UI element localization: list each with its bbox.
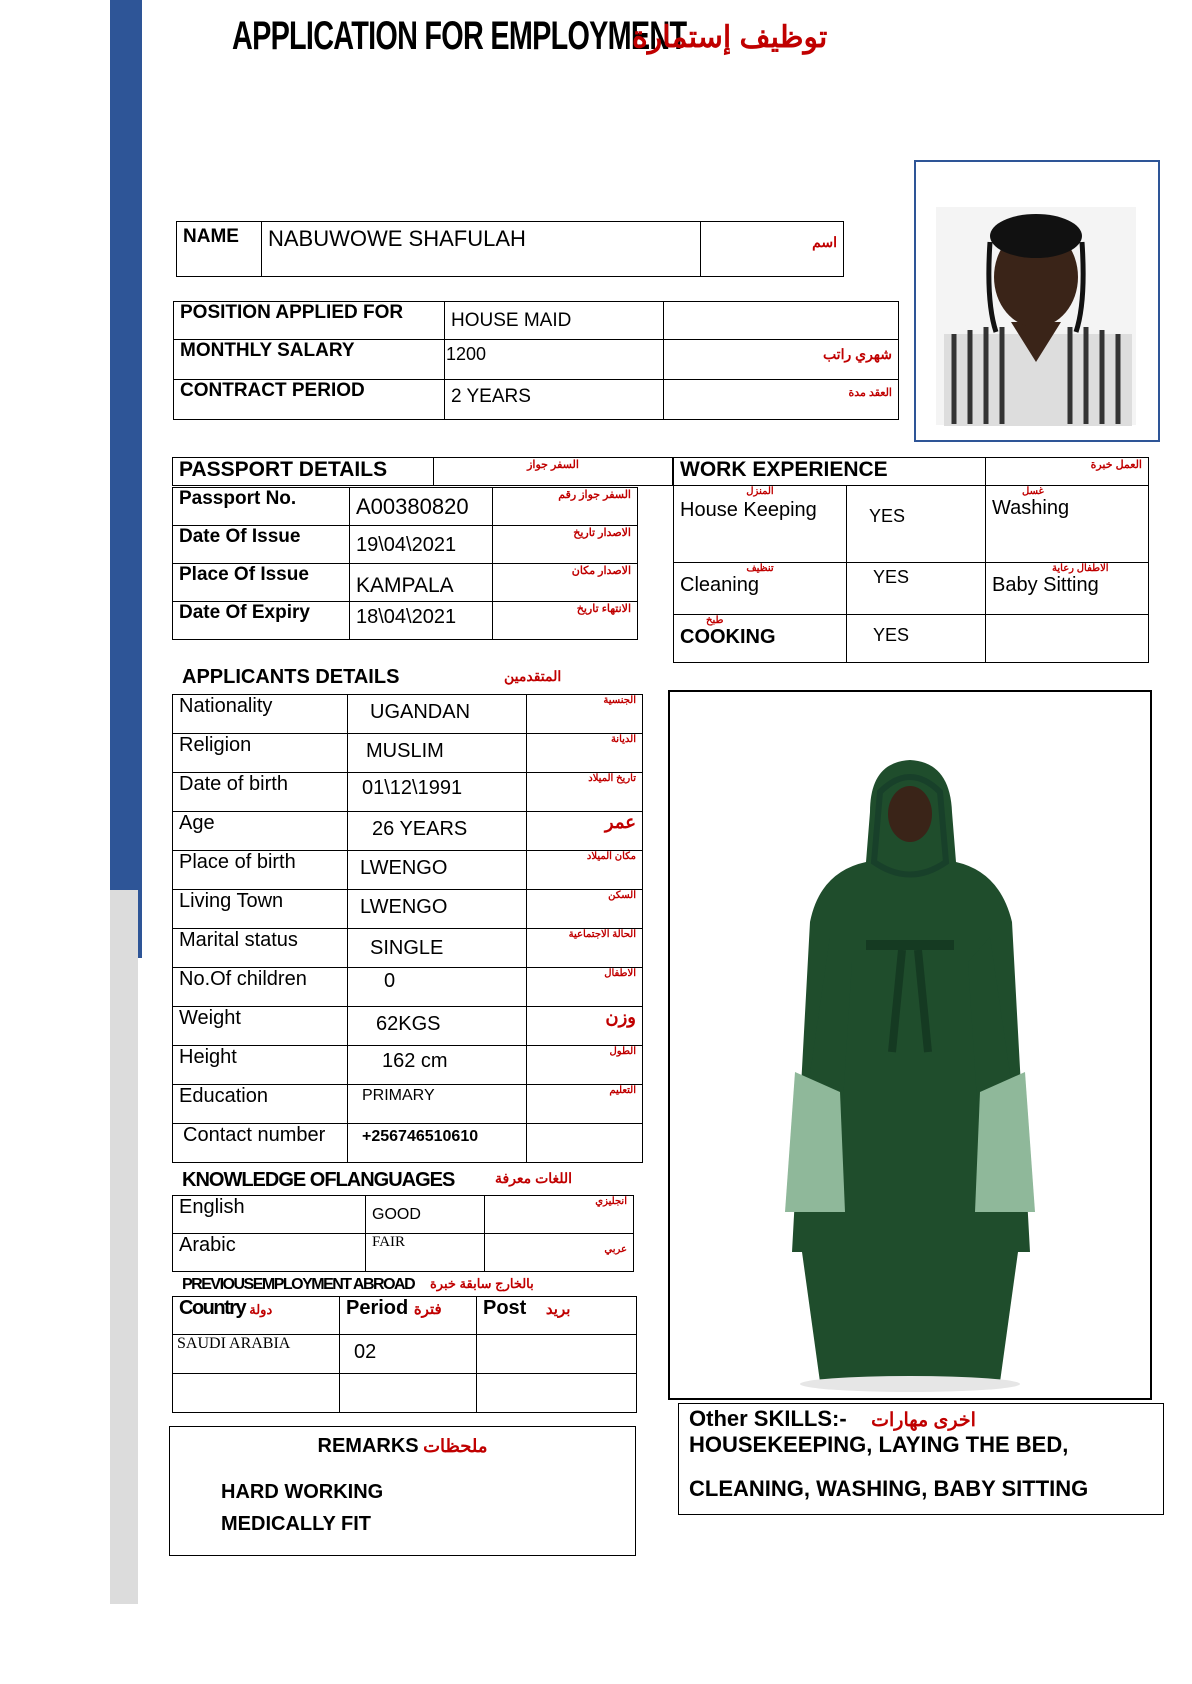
previous-header-post — [477, 1297, 637, 1335]
other-skills-box — [678, 1403, 1164, 1515]
applicant-label: Marital status — [173, 929, 348, 968]
work-extra-arabic: الاطفال رعاية — [1052, 563, 1109, 574]
applicant-label: Religion — [173, 734, 348, 773]
language-label: Arabic — [173, 1234, 366, 1272]
passport-value: A00380820 — [350, 488, 493, 526]
applicant-row — [173, 812, 643, 851]
work-extra-cell — [986, 486, 1149, 563]
previous-row — [173, 1374, 637, 1413]
applicant-row — [173, 1124, 643, 1163]
passport-arabic: الانتهاء تاريخ — [493, 602, 638, 640]
applicant-value: SINGLE — [348, 929, 527, 968]
salary-label: MONTHLY SALARY — [174, 340, 445, 380]
applicant-label: Date of birth — [173, 773, 348, 812]
work-skill-arabic: طبخ — [706, 615, 724, 626]
passport-arabic: الاصدار مكان — [493, 564, 638, 602]
applicant-label: No.Of children — [173, 968, 348, 1007]
applicant-portrait — [916, 162, 1158, 440]
applicant-value: PRIMARY — [348, 1085, 527, 1124]
passport-value: 18\04\2021 — [350, 602, 493, 640]
passport-row — [173, 488, 638, 526]
previous-header-country-arabic: دولة — [249, 1302, 273, 1317]
applicant-arabic: الاطفال — [527, 968, 643, 1007]
previous-header-period-arabic: فترة — [413, 1301, 442, 1318]
languages-title-arabic: اللغات معرفة — [495, 1170, 573, 1186]
passport-arabic: الاصدار تاريخ — [493, 526, 638, 564]
salary-arabic: شهري راتب — [664, 340, 899, 380]
applicant-label: Education — [173, 1085, 348, 1124]
work-title: WORK EXPERIENCE — [674, 458, 986, 486]
previous-country: SAUDI ARABIA — [173, 1335, 340, 1374]
left-grey-bar — [110, 890, 138, 1604]
previous-row — [173, 1335, 637, 1374]
applicant-row — [173, 1007, 643, 1046]
previous-post — [477, 1335, 637, 1374]
other-skills-line: CLEANING, WASHING, BABY SITTING — [689, 1476, 1089, 1501]
previous-header-period-label: Period — [346, 1297, 409, 1319]
work-skill-arabic: المنزل — [746, 486, 774, 497]
previous-period — [340, 1374, 477, 1413]
work-skill-arabic: تنظيف — [746, 563, 774, 574]
previous-title: PREVIOUSEMPLOYMENT ABROAD — [182, 1276, 415, 1293]
contract-label: CONTRACT PERIOD — [174, 380, 445, 420]
passport-title: PASSPORT DETAILS — [173, 458, 434, 486]
work-row — [674, 563, 1149, 615]
language-arabic: عربي — [485, 1234, 634, 1272]
remarks-line: MEDICALLY FIT — [221, 1513, 372, 1535]
language-row — [173, 1234, 634, 1272]
applicant-arabic: السكن — [527, 890, 643, 929]
applicant-label: Height — [173, 1046, 348, 1085]
applicant-row — [173, 929, 643, 968]
applicant-label: Contact number — [173, 1124, 348, 1163]
applicant-value: 0 — [348, 968, 527, 1007]
position-value: HOUSE MAID — [445, 302, 664, 340]
applicant-title: APPLICANTS DETAILS — [182, 666, 400, 688]
salary-row — [174, 340, 899, 380]
applicant-row — [173, 968, 643, 1007]
remarks-line: HARD WORKING — [221, 1481, 384, 1503]
work-skill-cell — [674, 615, 847, 663]
previous-table — [172, 1296, 637, 1413]
previous-header-period — [340, 1297, 477, 1335]
passport-row — [173, 564, 638, 602]
applicant-value: +256746510610 — [348, 1124, 527, 1163]
work-skill-cell — [674, 486, 847, 563]
other-skills-title: Other SKILLS:- — [689, 1406, 847, 1431]
work-skill: COOKING — [680, 626, 776, 648]
applicant-row — [173, 1046, 643, 1085]
passport-value: KAMPALA — [350, 564, 493, 602]
language-row — [173, 1196, 634, 1234]
applicant-arabic: تاريخ الميلاد — [527, 773, 643, 812]
applicant-row — [173, 890, 643, 929]
applicant-row — [173, 1085, 643, 1124]
previous-header-country-label: Country — [179, 1297, 246, 1319]
work-row — [674, 615, 1149, 663]
position-row — [174, 302, 899, 340]
contract-value: 2 YEARS — [445, 380, 664, 420]
contract-row — [174, 380, 899, 420]
applicant-row — [173, 773, 643, 812]
language-label: English — [173, 1196, 366, 1234]
work-value: YES — [847, 615, 986, 663]
applicant-value: LWENGO — [348, 890, 527, 929]
previous-header-row — [173, 1297, 637, 1335]
applicant-value: 26 YEARS — [348, 812, 527, 851]
applicant-arabic: مكان الميلاد — [527, 851, 643, 890]
applicant-arabic: عمر — [527, 812, 643, 851]
other-skills-heading — [689, 1406, 1163, 1432]
previous-header-post-label: Post — [483, 1297, 527, 1319]
applicant-label: Living Town — [173, 890, 348, 929]
previous-period: 02 — [340, 1335, 477, 1374]
passport-label: Date Of Issue — [173, 526, 350, 564]
position-label: POSITION APPLIED FOR — [174, 302, 445, 340]
applicant-arabic: الحالة الاجتماعية — [527, 929, 643, 968]
applicant-label: Nationality — [173, 695, 348, 734]
applicant-full-photo — [670, 692, 1150, 1398]
applicant-value: 162 cm — [348, 1046, 527, 1085]
remarks-lines — [221, 1476, 635, 1540]
work-extra: Washing — [992, 497, 1070, 519]
applicant-portrait-frame — [914, 160, 1160, 442]
passport-header-table — [172, 457, 673, 486]
applicant-value: 01\12\1991 — [348, 773, 527, 812]
position-arabic — [664, 302, 899, 340]
other-skills-title-arabic: اخرى مهارات — [871, 1410, 976, 1431]
page-title: APPLICATION FOR EMPLOYMENT — [232, 14, 687, 58]
work-skill: House Keeping — [680, 499, 817, 521]
name-table — [176, 221, 844, 277]
applicant-arabic: الديانة — [527, 734, 643, 773]
name-label-arabic: اسم — [701, 222, 844, 277]
passport-value: 19\04\2021 — [350, 526, 493, 564]
applicant-value: 62KGS — [348, 1007, 527, 1046]
applicant-value: LWENGO — [348, 851, 527, 890]
applicant-row — [173, 851, 643, 890]
passport-arabic: السفر جواز رقم — [493, 488, 638, 526]
applicant-arabic: وزن — [527, 1007, 643, 1046]
work-value: YES — [847, 563, 986, 615]
applicant-row — [173, 734, 643, 773]
passport-label: Place Of Issue — [173, 564, 350, 602]
previous-header-country — [173, 1297, 340, 1335]
work-table — [673, 457, 1149, 663]
passport-table — [172, 487, 638, 640]
previous-title-arabic: بالخارج سابقة خبرة — [430, 1276, 534, 1291]
languages-table — [172, 1195, 634, 1272]
name-value: NABUWOWE SHAFULAH — [262, 222, 701, 277]
work-extra-arabic: غسل — [1022, 486, 1044, 497]
applicant-row — [173, 695, 643, 734]
contract-arabic: العقد مدة — [664, 380, 899, 420]
position-table — [173, 301, 899, 420]
name-label: NAME — [177, 222, 262, 277]
passport-title-arabic: السفر جواز — [434, 458, 673, 486]
left-blue-bar — [110, 0, 142, 958]
work-title-arabic: العمل خبرة — [986, 458, 1149, 486]
work-skill: Cleaning — [680, 574, 759, 596]
previous-post — [477, 1374, 637, 1413]
page-title-arabic: توظيف إستمارة — [632, 21, 828, 54]
remarks-title-arabic: ملحظات — [423, 1436, 488, 1456]
work-value: YES — [847, 486, 986, 563]
remarks-title: REMARKS — [317, 1435, 419, 1457]
salary-value: 1200 — [445, 340, 664, 380]
work-skill-cell — [674, 563, 847, 615]
passport-row — [173, 526, 638, 564]
applicant-title-arabic: المتقدمين — [504, 668, 562, 684]
other-skills-line: HOUSEKEEPING, LAYING THE BED, — [689, 1432, 1069, 1457]
passport-row — [173, 602, 638, 640]
applicant-value: UGANDAN — [348, 695, 527, 734]
passport-label: Passport No. — [173, 488, 350, 526]
remarks-box — [169, 1426, 636, 1556]
applicant-label: Age — [173, 812, 348, 851]
applicant-label: Weight — [173, 1007, 348, 1046]
remarks-heading — [170, 1435, 635, 1458]
applicant-arabic: الجنسية — [527, 695, 643, 734]
applicant-value: MUSLIM — [348, 734, 527, 773]
previous-header-post-arabic: بريد — [545, 1301, 571, 1318]
passport-label: Date Of Expiry — [173, 602, 350, 640]
language-level: GOOD — [366, 1196, 485, 1234]
applicant-table — [172, 694, 643, 1163]
language-arabic: انجليزي — [485, 1196, 634, 1234]
work-row — [674, 486, 1149, 563]
applicant-arabic — [527, 1124, 643, 1163]
previous-country — [173, 1374, 340, 1413]
applicant-arabic: التعليم — [527, 1085, 643, 1124]
applicant-label: Place of birth — [173, 851, 348, 890]
languages-title: KNOWLEDGE OFLANGUAGES — [182, 1169, 455, 1191]
applicant-full-photo-frame — [668, 690, 1152, 1400]
work-extra: Baby Sitting — [992, 574, 1099, 596]
work-extra-cell — [986, 563, 1149, 615]
applicant-arabic: الطول — [527, 1046, 643, 1085]
language-level: FAIR — [366, 1234, 485, 1272]
work-extra-cell — [986, 615, 1149, 663]
